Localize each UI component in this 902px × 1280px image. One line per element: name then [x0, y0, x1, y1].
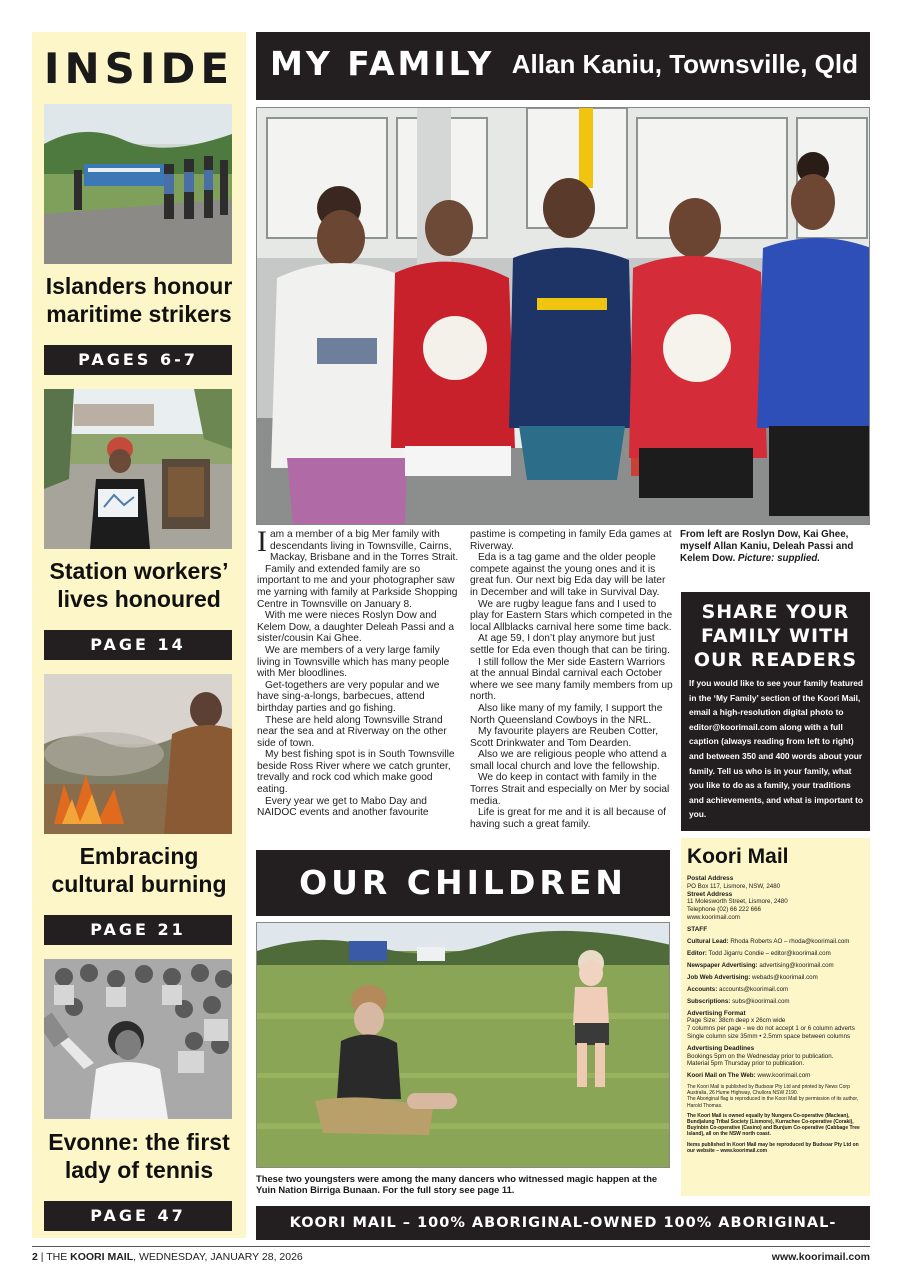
article-paragraph: I still follow the Mer side Eastern Warriors at the annual Bindal carnival each October where we see many family members from up north. — [470, 656, 673, 703]
cultural-burning-photo[interactable] — [44, 674, 232, 834]
family-photo-caption — [680, 529, 870, 565]
telephone: Telephone (02) 66 222 666 — [687, 906, 761, 914]
children-dancers-photo[interactable] — [256, 922, 670, 1168]
photo-credit: Picture: supplied. — [737, 553, 821, 564]
inside-title: INSIDE — [43, 44, 235, 93]
teaser-headline-line: Embracing — [79, 843, 199, 869]
postal-address: PO Box 117, Lismore, NSW, 2480 — [687, 882, 781, 890]
share-title — [681, 600, 870, 672]
staff-role: Cultural Lead: — [687, 937, 729, 945]
children-photo-caption: These two youngsters were among the many dancers who witnessed magic happen at the Yuin Nation Birriga Bunaan. For the full story see page 11. — [256, 1173, 658, 1195]
ownership-banner: KOORI MAIL – 100% ABORIGINAL-OWNED 100% ABORIGINAL-CONTROLLED — [256, 1206, 870, 1240]
staff-role: Job Web Advertising: — [687, 973, 751, 981]
staff-role: Newspaper Advertising: — [687, 961, 758, 969]
staff-line — [687, 986, 864, 994]
article-paragraph: Get-togethers are very popular and we have sing-a-longs, barbecues, attend birthday parties and go fishing. — [257, 679, 440, 714]
station-workers-photo[interactable] — [44, 389, 232, 549]
byline: Allan Kaniu, Townsville, Qld — [511, 49, 858, 79]
article-paragraph — [257, 525, 460, 564]
article-paragraph: My favourite players are Reuben Cotter, Scott Drinkwater and Tom Dearden. — [470, 726, 659, 749]
staff-contact[interactable]: subs@koorimail.com — [732, 997, 790, 1005]
teaser-headline-burning[interactable] — [36, 842, 242, 898]
teaser-headline-line: Evonne: the first — [48, 1129, 230, 1155]
share-instructions: If you would like to see your family featured in the ‘My Family’ section of the Koori Mail, email a high-resolution digital photo to editor@koorimail.com along with a full caption (always reading from left to right) and between 350 and 400 words about your family. Tell us who is in your family, what you like to do as a family, your traditions and achievements, and what is important to you. — [689, 678, 864, 820]
staff-line — [687, 974, 864, 982]
web-label: Koori Mail on The Web: — [687, 1072, 756, 1080]
staff-line — [687, 998, 864, 1006]
teaser-headline-evonne[interactable] — [36, 1128, 242, 1184]
folio-separator: | THE — [37, 1251, 71, 1263]
teaser-headline-station[interactable] — [36, 557, 242, 613]
article-text: am a member of a big Mer family with descendants living in Townsville, Cairns, Mackay, Brisbane and in the Torres Strait. — [270, 529, 459, 564]
staff-contact[interactable]: webads@koorimail.com — [752, 973, 818, 981]
format-line: 7 columns per page - we do not accept 1 or 6 column adverts — [687, 1025, 855, 1033]
article-paragraph: Family and extended family are so important to me and your photographer saw me yarning with family at Parkside Shopping Centre in Townsville on January 8. — [257, 563, 458, 610]
street-address: 11 Molesworth Street, Lismore, 2480 — [687, 898, 788, 906]
our-children-banner: OUR CHILDREN — [256, 850, 670, 916]
footer-divider — [32, 1246, 870, 1247]
article-paragraph: My best fishing spot is in South Townsville beside Ross River where we catch grunter, trevally and rock cod which make good eating. — [257, 749, 455, 796]
staff-contact[interactable]: accounts@koorimail.com — [719, 985, 789, 993]
staff-label: STAFF — [687, 925, 708, 933]
staff-contact[interactable]: Rhoda Roberts AO – rhoda@koorimail.com — [730, 937, 850, 945]
legal-text: The Aboriginal flag is reproduced in the Koori Mail by permission of its author, Harold Thomas. — [687, 1096, 859, 1109]
page-ref-21[interactable]: PAGE 21 — [44, 915, 232, 945]
masthead-box — [681, 838, 870, 1196]
postal-label: Postal Address — [687, 875, 734, 882]
evonne-tennis-photo[interactable] — [44, 959, 232, 1119]
format-line: Page Size: 38cm deep x 26cm wide — [687, 1017, 786, 1025]
staff-contact[interactable]: advertising@koorimail.com — [759, 961, 834, 969]
share-title-line: FAMILY WITH — [701, 625, 850, 647]
my-family-banner — [256, 32, 870, 100]
article-paragraph: We are rugby league fans and I used to play for Eastern Stars which competed in the local Allblacks carnival here some time back. — [470, 598, 673, 633]
issue-date: , WEDNESDAY, JANUARY 28, 2026 — [133, 1251, 303, 1263]
page-number: 2 — [32, 1251, 38, 1263]
deadline-line: Bookings 5pm on the Wednesday prior to publication. — [687, 1052, 834, 1060]
article-paragraph: Eda is a tag game and the older people compete against the young ones and it is great fun. Our next big Eda day will be later in December and will take in Survival Day. — [470, 552, 666, 598]
format-line: Single column size 35mm • 2.5mm space between columns — [687, 1032, 851, 1040]
staff-line — [687, 950, 864, 958]
web-line — [687, 1072, 864, 1080]
article-paragraph: Also we are religious people who attend a small local church and love the fellowship. — [470, 749, 667, 772]
page-ref-14[interactable]: PAGE 14 — [44, 630, 232, 660]
reproduction-text: Items published in Koori Mail may be reproduced by Budsoar Pty Ltd on our website – www.koorimail.com — [687, 1141, 859, 1154]
staff-role: Subscriptions: — [687, 997, 731, 1005]
article-paragraph: At age 59, I don’t play anymore but just settle for Eda even though that can be tiring. — [470, 633, 670, 656]
teaser-headline-line: lives honoured — [57, 586, 221, 612]
street-label: Street Address — [687, 890, 733, 898]
format-label: Advertising Format — [687, 1009, 746, 1017]
article-paragraph: These are held along Townsville Strand near the sea and at Riverway on the other side of town. — [257, 714, 447, 749]
staff-line — [687, 962, 864, 970]
article-paragraph: Every year we get to Mabo Day and NAIDOC events and another favourite pastime is competing in family Eda games at Riverway. — [257, 529, 672, 819]
maritime-march-photo[interactable] — [44, 104, 232, 264]
deadline-line: Material 5pm Thursday prior to publication. — [687, 1060, 805, 1068]
page-ref-47[interactable]: PAGE 47 — [44, 1201, 232, 1231]
article-paragraph: Also like many of my family, I support the North Queensland Cowboys in the NRL. — [470, 702, 663, 726]
page-ref-6-7[interactable]: PAGES 6-7 — [44, 345, 232, 375]
teaser-headline-line: Islanders honour — [45, 273, 233, 299]
family-group-photo[interactable] — [256, 107, 870, 525]
teaser-headline-maritime[interactable] — [36, 272, 242, 328]
article-paragraph: With me were nieces Roslyn Dow and Kelem Dow, a daughter Deleah Passi and a sister/cousin Kai Ghee. — [257, 610, 455, 645]
teaser-headline-line: Station workers’ — [49, 558, 229, 584]
deadlines-label: Advertising Deadlines — [687, 1044, 755, 1052]
article-paragraph: We do keep in contact with family in the Torres Strait and especially on Mer by social media. — [470, 772, 670, 807]
drop-cap: I — [257, 525, 267, 558]
article-paragraph: Life is great for me and it is all because of having such a great family. — [470, 807, 667, 830]
website[interactable]: www.koorimail.com — [687, 913, 740, 921]
share-your-family-box — [681, 592, 870, 831]
staff-contact[interactable]: Todd Jigarru Condie – editor@koorimail.com — [708, 949, 831, 957]
paper-name: KOORI MAIL — [70, 1251, 134, 1263]
teaser-headline-line: cultural burning — [51, 871, 227, 897]
folio — [32, 1251, 303, 1263]
staff-line — [687, 938, 864, 946]
section-title: MY FAMILY — [270, 44, 495, 83]
masthead-title: Koori Mail — [687, 845, 789, 868]
share-title-line: OUR READERS — [693, 649, 858, 671]
caption-text: From left are Roslyn Dow, Kai Ghee, myself Allan Kaniu, Deleah Passi and Kelem Dow. — [680, 529, 854, 564]
footer-website[interactable]: www.koorimail.com — [771, 1251, 870, 1263]
teaser-headline-line: maritime strikers — [46, 301, 232, 327]
ownership-text: The Koori Mail is owned equally by Nungera Co-operative (Maclean), Bundjalung Tribal Society (Lismore), Kurrachee Co-operative (Coraki), Buyinbin Co-operative (Casino) and Bunjum Co-operative (Cabbage Tree Island), all on the NSW north coast. — [687, 1112, 860, 1138]
my-family-article — [257, 525, 673, 841]
inside-column — [32, 32, 246, 1238]
staff-role: Accounts: — [687, 985, 718, 993]
teaser-headline-line: lady of tennis — [64, 1157, 214, 1183]
share-title-line: SHARE YOUR — [701, 601, 850, 623]
web-link[interactable]: www.koorimail.com — [757, 1072, 811, 1080]
staff-role: Editor: — [687, 949, 707, 957]
legal-text: The Koori Mail is published by Budsoar Pty Ltd and printed by News Corp Australia, 26 Hume Highway, Chullora NSW 2190. — [687, 1083, 850, 1097]
article-paragraph: We are members of a very large family living in Townsville which has many people with Mer bloodlines. — [257, 644, 450, 680]
